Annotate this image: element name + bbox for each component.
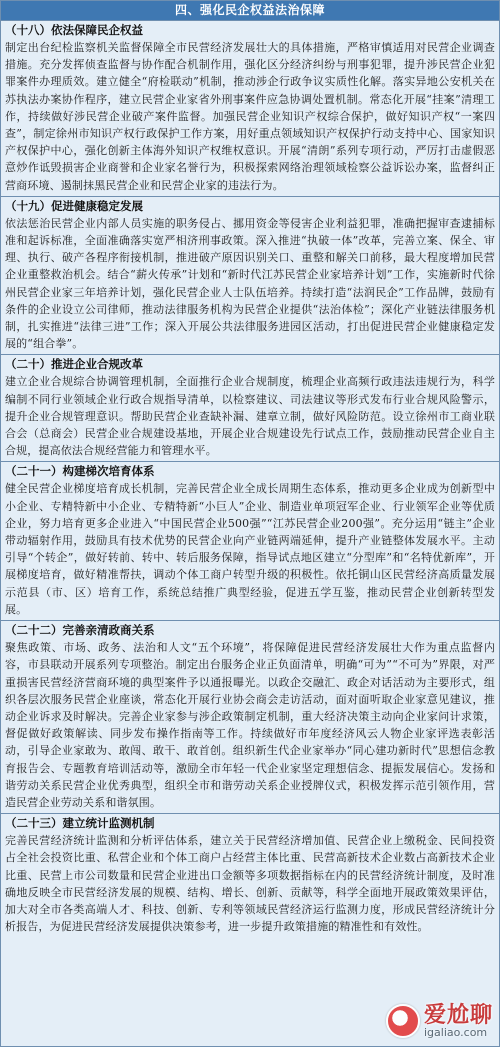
section-22 bbox=[1, 620, 499, 813]
section-22-body: 聚焦政策、市场、政务、法治和人文“五个环境”，将保障促进民营经济发展壮大作为重点监督内容，市县联动开展系列专项整治。制定出台服务企业正负面清单，明确“可为”“不可为”界限，对严重损害民营经济营商环境的典型案件予以通报曝光。以政企交融汇、政企对话活动为主要形式，组织各层次服务民营企业座谈，常态化开展行业协会商会走访活动，面对面听取企业家意见建议，推动企业诉求及时解决。完善企业家参与涉企政策制定机制，重大经济决策主动向企业家问计求策，督促做好政策解读、同步发布操作指南等工作。持续做好市年度经济风云人物企业家评选表彰活动，引导企业家敢为、敢闯、敢干、敢首创。组织新生代企业家举办“同心建功新时代”思想信念教育报告会、专题教育培训活动等，激励全市年轻一代企业家坚定理想信念、提振发展信心。发扬和谐劳动关系民营企业优秀典型，组织全市和谐劳动关系企业授牌仪式，积极发挥示范引领作用，营造民营企业劳动关系和谐氛围。 bbox=[5, 641, 495, 809]
site-watermark bbox=[386, 1004, 493, 1038]
section-23-body: 完善民营经济统计监测和分析评估体系，建立关于民营经济增加值、民营企业上缴税金、民间投资占全社会投资比重、私营企业和个体工商户占经营主体比重、民营高新技术企业数占高新技术企业比重、民营上市公司数量和民营企业进出口金额等多项数据指标在内的民营经济统计制度，及时准确地反映全市民营经济发展的规模、结构、增长、创新、贡献等，科学全面地开展政策效果评估，加大对全市各类高端人才、科技、创新、专利等领域民营经济运行监测力度，形成民营经济统计分析报告，为促进民营经济发展提供决策参考，进一步提升政策措施的精准性和有效性。 bbox=[5, 834, 495, 934]
section-20-heading: （二十）推进企业合规改革 bbox=[5, 357, 143, 372]
section-18 bbox=[1, 20, 499, 196]
section-19-body: 依法惩治民营企业内部人员实施的职务侵占、挪用资金等侵害企业利益犯罪，准确把握审查逮捕标准和起诉标准，全面准确落实宽严相济刑事政策。深入推进“执破一体”改革，完善立案、保全、审理、执行、破产各程序衔接机制，推进破产原因识别关口、重整和解关口前移，最大程度增加民营企业重整救治机会。结合“薪火传承”计划和“新时代江苏民营企业家培养计划”工作，实施新时代徐州民营企业家三年培养计划，强化民营企业人士队伍培养。持续打造“法润民企”工作品牌，鼓励有条件的企业设立公司律师，推动法律服务机构为民营企业提供“法治体检”；深化产业链法律服务机制，扎实推进“法律三进”工作；深入开展公共法律服务进园区活动，打出促进民营企业健康稳定发展的“组合拳”。 bbox=[5, 216, 495, 351]
section-21-heading: （二十一）构建梯次培育体系 bbox=[5, 464, 155, 479]
watermark-text-group bbox=[423, 1002, 493, 1039]
section-21 bbox=[1, 461, 499, 620]
section-21-body: 健全民营企业梯度培育成长机制，完善民营企业全成长周期生态体系，推动更多企业成为创新型中小企业、专精特新中小企业、专精特新“小巨人”企业、制造业单项冠军企业、行业领军企业等优质企业，努力培育更多企业进入“中国民营企业500强”“江苏民营企业200强”。充分运用“链主”企业带动辐射作用，鼓励具有技术优势的民营企业向产业链两端延伸，提升产业链整体发展水平。主动引导“个转企”，做好转前、转中、转后服务保障，指导试点地区建立“分型库”和“名特优新库”，开展梯度培育，做好精准帮扶，调动个体工商户转型升级的积极性。依托铜山区民营经济高质量发展示范县（市、区）培育工作，系统总结推广典型经验，促进五学互鉴，推动民营企业创新转型发展。 bbox=[5, 482, 495, 616]
section-19-heading: （十九）促进健康稳定发展 bbox=[5, 198, 143, 213]
section-23-heading: （二十三）建立统计监测机制 bbox=[5, 816, 155, 831]
section-18-body: 制定出台纪检监察机关监督保障全市民营经济发展壮大的具体措施，严格审慎适用对民营企业调查措施。充分发挥侦查监督与协作配合机制作用，强化区分经济纠纷与刑事犯罪，提升涉民营企业犯罪案件办理质效。建立健全“府检联动”机制，推动涉企行政争议实质性化解。落实异地公安机关在苏执法办案协作程序，建立民营企业家省外刑事案件应急协调处置机制。常态化开展“挂案”清理工作，持续做好涉民营企业破产案件监督。加强民营企业知识产权综合保护，做好知识产权“一案四查”，制定徐州市知识产权行政保护工作方案，用好重点领域知识产权保护行动支持中心、国家知识产权保护中心，强化创新主体海外知识产权维权意识。开展“清朗”系列专项行动，严厉打击虚假恶意炒作诋毁损害企业商誉和企业家名誉行为，积极探索网络治理领域检察公益诉讼办案，监督纠正营商环境、遏制抹黑民营企业和民营企业家的违法行为。 bbox=[5, 41, 495, 192]
section-19 bbox=[1, 196, 499, 355]
section-20 bbox=[1, 354, 499, 461]
section-20-body: 建立企业合规综合协调管理机制，全面推行企业合规制度，梳理企业高频行政违法违规行为，科学编制不同行业领域企业行政合规指导清单，以检察建议、司法建议等形式发布行业合规风险警示，提升企业合规管理意识。帮助民营企业查缺补漏、建章立制，做好风险防范。设立徐州市工商业联合会（总商会）民营企业合规建设基地，开展企业合规建设先行试点工作，鼓励推动民营企业自主合规，提高依法合规经营能力和管理水平。 bbox=[5, 375, 495, 458]
watermark-logo-icon bbox=[386, 1004, 420, 1038]
watermark-title: 爱尬聊 bbox=[423, 1002, 493, 1028]
section-22-heading: （二十二）完善亲清政商关系 bbox=[5, 623, 155, 638]
watermark-url: igaliao.com bbox=[423, 1025, 488, 1039]
chapter-title: 四、强化民企权益法治保障 bbox=[1, 1, 499, 20]
section-23 bbox=[1, 813, 499, 937]
section-18-heading: （十八）依法保障民企权益 bbox=[5, 23, 143, 37]
